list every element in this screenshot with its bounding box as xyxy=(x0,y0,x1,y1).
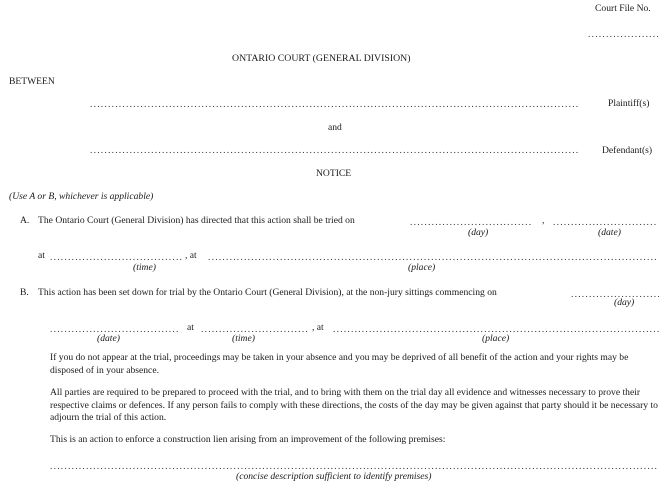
section-b-time-label: (time) xyxy=(232,333,255,344)
between-label: BETWEEN xyxy=(9,76,55,87)
section-a-text: The Ontario Court (General Division) has directed that this action shall be tried on xyxy=(38,215,355,226)
section-a-comma-at: , at xyxy=(185,250,197,261)
section-b-comma-at: , at xyxy=(312,322,324,333)
defendant-label: Defendant(s) xyxy=(602,145,653,156)
plaintiff-label: Plaintiff(s) xyxy=(608,98,650,109)
court-file-no-field[interactable] xyxy=(588,30,660,40)
section-a-letter: A. xyxy=(20,215,30,226)
section-a-place-label: (place) xyxy=(408,262,436,273)
section-b-at1: at xyxy=(187,322,194,333)
section-b-text: This action has been set down for trial by the Ontario Court (General Division), at the non-jury sittings commencing on xyxy=(38,287,497,298)
section-b-date-label: (date) xyxy=(97,333,120,344)
section-a-day-label: (day) xyxy=(468,227,489,238)
section-b-letter: B. xyxy=(20,287,29,298)
premises-caption: (concise description sufficient to identify premises) xyxy=(236,471,432,482)
section-b-day-label: (day) xyxy=(614,297,635,308)
preparation-paragraph: All parties are required to be prepared to proceed with the trial, and to bring with them on the trial day all evidence and witnesses necessary to prove their respective claims or defences. If any person fails to comply with these directions, the costs of the day may be given against that party should it be necessary to adjourn the trial of this action. xyxy=(50,387,658,423)
section-a-at-label: at xyxy=(38,250,45,261)
section-b-time-field[interactable] xyxy=(201,325,309,335)
and-label: and xyxy=(328,122,342,133)
construction-lien-paragraph: This is an action to enforce a construction lien arising from an improvement of the following premises: xyxy=(50,434,446,445)
section-a-time-label: (time) xyxy=(133,262,156,273)
court-title: ONTARIO COURT (GENERAL DIVISION) xyxy=(232,53,411,64)
section-a-date-label: (date) xyxy=(598,227,621,238)
defendant-field[interactable] xyxy=(90,146,580,156)
court-file-no-label: Court File No. xyxy=(595,3,651,14)
absence-paragraph: If you do not appear at the trial, proceedings may be taken in your absence and you may be deprived of all benefit of the action and your rights may be disposed of in your absence. xyxy=(50,352,629,376)
section-b-place-label: (place) xyxy=(482,333,510,344)
section-a-comma: , xyxy=(542,215,545,226)
instruction-text: (Use A or B, whichever is applicable) xyxy=(9,191,154,202)
notice-title: NOTICE xyxy=(316,168,352,179)
plaintiff-field[interactable] xyxy=(90,100,580,110)
section-a-time-field[interactable] xyxy=(50,253,182,263)
